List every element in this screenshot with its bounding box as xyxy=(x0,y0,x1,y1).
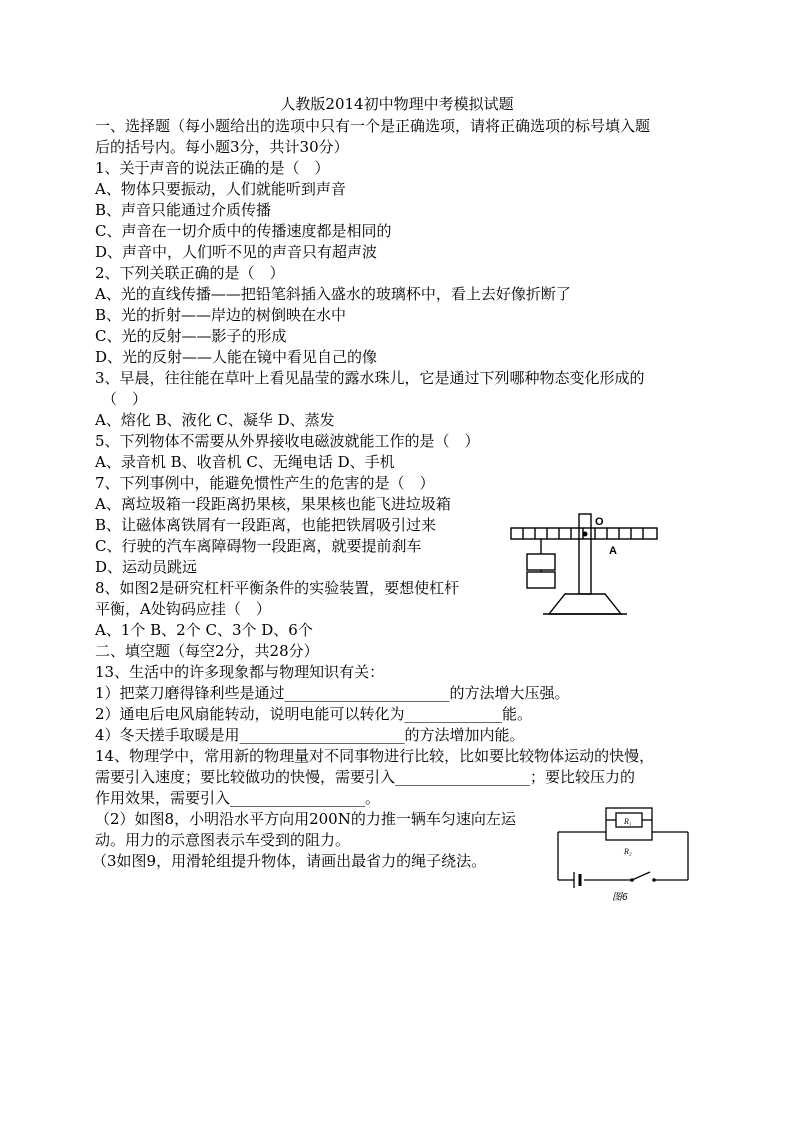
switch xyxy=(632,872,650,880)
text-line: 7、下列事例中，能避免惯性产生的危害的是（ ） xyxy=(95,474,435,492)
text-line: A、离垃圾箱一段距离扔果核，果果核也能飞进垃圾箱 xyxy=(95,495,451,513)
lever-apparatus-figure xyxy=(505,510,665,626)
label-a: A xyxy=(609,545,617,557)
lever-stand xyxy=(579,514,591,594)
text-line: 一、选择题（每小题给出的选项中只有一个是正确选项，请将正确选项的标号填入题 xyxy=(95,117,651,135)
text-line: 动。用力的示意图表示车受到的阻力。 xyxy=(95,831,351,849)
hook-weight xyxy=(527,554,555,570)
text-line: 1）把菜刀磨得锋利些是通过______________________的方法增大压强。 xyxy=(95,684,570,702)
text-line: C、光的反射——影子的形成 xyxy=(95,327,287,345)
text-line: 二、填空题（每空2分，共28分） xyxy=(95,642,319,660)
text-line: 13、生活中的许多现象都与物理知识有关： xyxy=(95,663,385,681)
text-line: D、运动员跳远 xyxy=(95,558,198,576)
text-line: 3、早晨，往往能在草叶上看见晶莹的露水珠儿，它是通过下列哪种物态变化形成的 xyxy=(95,369,645,387)
circuit-figure xyxy=(554,804,694,904)
text-line: 作用效果，需要引入__________________。 xyxy=(95,789,381,807)
text-line: 14、物理学中，常用新的物理量对不同事物进行比较，比如要比较物体运动的快慢， xyxy=(95,747,655,765)
text-line: 需要引入速度；要比较做功的快慢，需要引入__________________；要比较压力的 xyxy=(95,768,636,786)
text-line: （3如图9，用滑轮组提升物体，请画出最省力的绳子绕法。 xyxy=(92,852,487,870)
text-line: B、声音只能通过介质传播 xyxy=(95,201,272,219)
text-line: 1、关于声音的说法正确的是（ ） xyxy=(95,159,330,177)
text-line: C、声音在一切介质中的传播速度都是相同的 xyxy=(95,222,392,240)
pivot-point xyxy=(583,532,588,537)
text-line: 8、如图2是研究杠杆平衡条件的实验装置，要想使杠杆 xyxy=(95,579,460,597)
text-line: （ ） xyxy=(102,390,148,408)
label-r2: R₂ xyxy=(624,847,632,856)
figure-caption: 图6 xyxy=(612,892,628,903)
text-line: 5、下列物体不需要从外界接收电磁波就能工作的是（ ） xyxy=(95,432,480,450)
page-title: 人教版2014初中物理中考模拟试题 xyxy=(280,95,514,113)
text-line: D、光的反射——人能在镜中看见自己的像 xyxy=(95,348,378,366)
text-line: C、行驶的汽车离障碍物一段距离，就要提前刹车 xyxy=(95,537,422,555)
label-o: O xyxy=(595,516,604,528)
text-line: D、声音中，人们听不见的声音只有超声波 xyxy=(95,243,378,261)
hook-weight xyxy=(527,572,555,588)
text-line: 4）冬天搓手取暖是用______________________的方法增加内能。 xyxy=(95,726,525,744)
text-line: A、1个 B、2个 C、3个 D、6个 xyxy=(95,621,313,639)
text-line: A、光的直线传播——把铅笔斜插入盛水的玻璃杯中，看上去好像折断了 xyxy=(95,285,571,303)
label-r1: R₁ xyxy=(624,817,632,826)
lever-base xyxy=(549,594,621,614)
text-line: A、熔化 B、液化 C、凝华 D、蒸发 xyxy=(95,411,335,429)
text-line: B、让磁体离铁屑有一段距离，也能把铁屑吸引过来 xyxy=(95,516,437,534)
text-line: 2、下列关联正确的是（ ） xyxy=(95,264,285,282)
text-line: A、物体只要振动，人们就能听到声音 xyxy=(95,180,346,198)
text-line: 后的括号内。每小题3分，共计30分） xyxy=(95,138,349,156)
text-line: A、录音机 B、收音机 C、无绳电话 D、手机 xyxy=(95,453,395,471)
text-line: 2）通电后电风扇能转动，说明电能可以转化为_____________能。 xyxy=(95,705,533,723)
text-line: （2）如图8，小明沿水平方向用200N的力推一辆车匀速向左运 xyxy=(95,810,516,828)
text-line: 平衡，A处钩码应挂（ ） xyxy=(95,600,271,618)
text-line: B、光的折射——岸边的树倒映在水中 xyxy=(95,306,347,324)
